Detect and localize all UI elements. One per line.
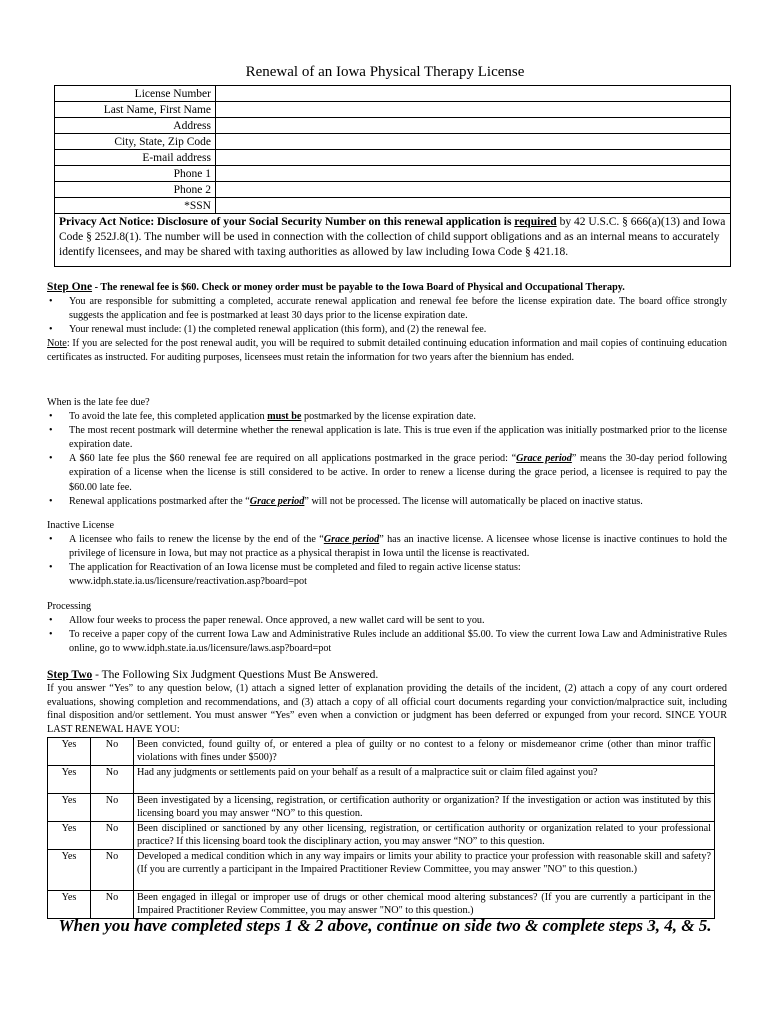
text-span: ” has an inactive license. A licensee whose license is inactive continues to hold the privilege of licensure in Iowa, but may not practice as a physical therapist in Iowa until the license is reactivated.: [69, 534, 727, 560]
must-be-emphasis: must be: [267, 411, 302, 423]
text-span: postmarked by the license expiration date.: [301, 411, 476, 423]
field-row-name: [55, 102, 730, 118]
field-label: E-mail address: [55, 150, 216, 166]
question-text: Been investigated by a licensing, registration, or certification authority or organization? If the investigation or action was instituted by this licensing board you may answer “NO” to this question.: [134, 794, 715, 822]
text-span: ” will not be processed. The license will automatically be placed on inactive status.: [304, 495, 643, 507]
ssn-field[interactable]: [216, 198, 731, 214]
late-fee-section: [47, 396, 727, 509]
license-number-field[interactable]: [216, 86, 731, 102]
no-checkbox[interactable]: No: [91, 822, 134, 850]
list-item: [47, 452, 727, 494]
step-one-label: Step One: [47, 281, 93, 293]
table-row: [48, 822, 715, 850]
field-label: *SSN: [55, 198, 216, 214]
inactive-section: [47, 519, 727, 589]
grace-period-term: Grace period: [323, 534, 380, 546]
form-title: Renewal of an Iowa Physical Therapy License: [245, 64, 525, 80]
text-span: A $60 late fee plus the $60 renewal fee are required on all applications postmarked in the grace period: “: [69, 453, 517, 465]
table-row: [48, 850, 715, 891]
step-two-intro: If you answer “Yes” to any question below, (1) attach a signed letter of explanation providing the details of the incident, (2) attach a copy of any court ordered evaluations, showing completion and recommendations, and (3) attach a copy of all official court documents regarding your conviction/malpractice suit, including final disposition and/or settlement. You must answer “Yes” even when a conviction or judgment has been deferred or expunged from your record. SINCE YOUR LAST RENEWAL HAVE YOU:: [47, 683, 727, 735]
step-two-section: [47, 668, 727, 736]
late-fee-heading: When is the late fee due?: [47, 397, 150, 408]
email-field[interactable]: [216, 150, 731, 166]
license-info-box: [54, 85, 731, 267]
note-paragraph: [47, 337, 727, 365]
text-span: Renewal applications postmarked after the “: [69, 495, 250, 507]
list-item: • Allow four weeks to process the paper renewal. Once approved, a new wallet card will be sent to you.: [47, 614, 727, 628]
note-text: : If you are selected for the post renewal audit, you will be required to submit detailed continuing education information and mail copies of continuing education certificates as instructed. For auditing purposes, licensees must retain the information for two years after the biennium has ended.: [47, 338, 727, 364]
city-state-zip-field[interactable]: [216, 134, 731, 150]
privacy-notice: [55, 214, 730, 263]
text-span: To avoid the late fee, this completed application: [69, 411, 268, 423]
late-fee-bullets: [47, 410, 727, 509]
privacy-text: by 42 U.S.C. § 666(a)(13) and Iowa Code § 252J.8(1). The number will be used in connection with the collection of child support obligations and as an internal means to accurately identify licensees, and may be shared with taxing authorities as allowed by law including Iowa Code § 421.18.: [59, 216, 726, 259]
step-two-label: Step Two: [47, 669, 93, 681]
list-item: • To receive a paper copy of the current Iowa Law and Administrative Rules include an additional $5.00. To view the current Iowa Law and Administrative Rules online, go to www.idph.state.ia.us/licensure/laws.asp?board=pot: [47, 628, 727, 656]
no-checkbox[interactable]: No: [91, 891, 134, 919]
no-checkbox[interactable]: No: [91, 850, 134, 891]
yes-checkbox[interactable]: Yes: [48, 822, 91, 850]
field-row-address: [55, 118, 730, 134]
field-label: License Number: [55, 86, 216, 102]
question-text: Been engaged in illegal or improper use of drugs or other chemical mood altering substances? (If you are currently a participant in the Impaired Practitioner Review Committee, you may answer "NO" to this question.): [134, 891, 715, 919]
list-item: [47, 495, 727, 509]
privacy-label: Privacy Act Notice: [59, 216, 151, 228]
privacy-bold-text: : Disclosure of your Social Security Number on this renewal application is: [150, 216, 515, 228]
table-row: [48, 794, 715, 822]
field-label: Address: [55, 118, 216, 134]
question-text: Developed a medical condition which in any way impairs or limits your ability to practice your profession with reasonable skill and safety? (If you are currently a participant in the Impaired Practitioner Review Committee, you may answer "NO" to this question.): [134, 850, 715, 891]
text-span: ” means the 30-day period following expiration of a license when the license is still considered to be active. In order to renew a license during the grace period, a licensee is required to pay the $60.00 late fee.: [69, 453, 727, 493]
list-item: • Your renewal must include: (1) the completed renewal application (this form), and (2) the renewal fee.: [47, 323, 727, 337]
field-label: Phone 1: [55, 166, 216, 182]
text-span: The application for Reactivation of an Iowa license must be completed and filed to regain active license status:: [69, 562, 521, 574]
question-text: Been convicted, found guilty of, or entered a plea of guilty or no contest to a felony or misdemeanor crime (other than minor traffic violations with fines under $500)?: [134, 738, 715, 766]
step-two-heading-text: - The Following Six Judgment Questions Must Be Answered.: [92, 669, 379, 681]
no-checkbox[interactable]: No: [91, 766, 134, 794]
field-row-license-number: [55, 86, 730, 102]
list-item: • You are responsible for submitting a completed, accurate renewal application and renewal fee before the license expiration date. The board office strongly suggests the application and fee is postmarked at least 30 days prior to the license expiration date.: [47, 295, 727, 323]
processing-bullets: [47, 614, 727, 656]
field-row-phone1: [55, 166, 730, 182]
list-item: [47, 561, 727, 589]
table-row: [48, 766, 715, 794]
list-item: [47, 533, 727, 561]
processing-heading: Processing: [47, 601, 92, 612]
field-row-city: [55, 134, 730, 150]
step-two-heading: [47, 668, 727, 682]
question-text: Been disciplined or sanctioned by any other licensing, registration, or certification authority or organization related to your professional practice? If this licensing board took the disciplinary action, you may answer “NO” to this question.: [134, 822, 715, 850]
no-checkbox[interactable]: No: [91, 794, 134, 822]
table-row: [48, 891, 715, 919]
license-fields-table: [55, 86, 730, 214]
grace-period-term: Grace period: [516, 453, 572, 465]
grace-period-term: Grace period: [249, 495, 305, 507]
phone1-field[interactable]: [216, 166, 731, 182]
phone2-field[interactable]: [216, 182, 731, 198]
inactive-heading: Inactive License: [47, 520, 115, 531]
name-field[interactable]: [216, 102, 731, 118]
field-label: City, State, Zip Code: [55, 134, 216, 150]
text-span: A licensee who fails to renew the license by the end of the “: [69, 534, 324, 546]
step-one-bullets: [47, 295, 727, 337]
field-label: Last Name, First Name: [55, 102, 216, 118]
reactivation-url[interactable]: www.idph.state.ia.us/licensure/reactivation.asp?board=pot: [69, 576, 307, 588]
field-row-ssn: [55, 198, 730, 214]
list-item: [47, 410, 727, 424]
processing-section: [47, 600, 727, 656]
field-row-phone2: [55, 182, 730, 198]
yes-checkbox[interactable]: Yes: [48, 738, 91, 766]
yes-checkbox[interactable]: Yes: [48, 766, 91, 794]
inactive-bullets: [47, 533, 727, 589]
field-row-email: [55, 150, 730, 166]
list-item: • The most recent postmark will determine whether the renewal application is late. This is true even if the application was initially postmarked prior to the license expiration date.: [47, 424, 727, 452]
table-row: [48, 738, 715, 766]
step-one-heading: [47, 280, 727, 295]
step-one-section: [47, 280, 727, 366]
judgment-questions-table: [47, 737, 715, 919]
question-text: Had any judgments or settlements paid on your behalf as a result of a malpractice suit or claim filed against you?: [134, 766, 715, 794]
yes-checkbox[interactable]: Yes: [48, 850, 91, 891]
note-label: Note: [47, 338, 67, 350]
address-field[interactable]: [216, 118, 731, 134]
no-checkbox[interactable]: No: [91, 738, 134, 766]
yes-checkbox[interactable]: Yes: [48, 891, 91, 919]
field-label: Phone 2: [55, 182, 216, 198]
step-one-heading-text: - The renewal fee is $60. Check or money order must be payable to the Iowa Board of Physical and Occupational Therapy.: [92, 282, 625, 293]
yes-checkbox[interactable]: Yes: [48, 794, 91, 822]
required-emphasis: required: [514, 216, 557, 228]
footer-instruction: When you have completed steps 1 & 2 above, continue on side two & complete steps 3, 4, & 5.: [58, 916, 712, 935]
